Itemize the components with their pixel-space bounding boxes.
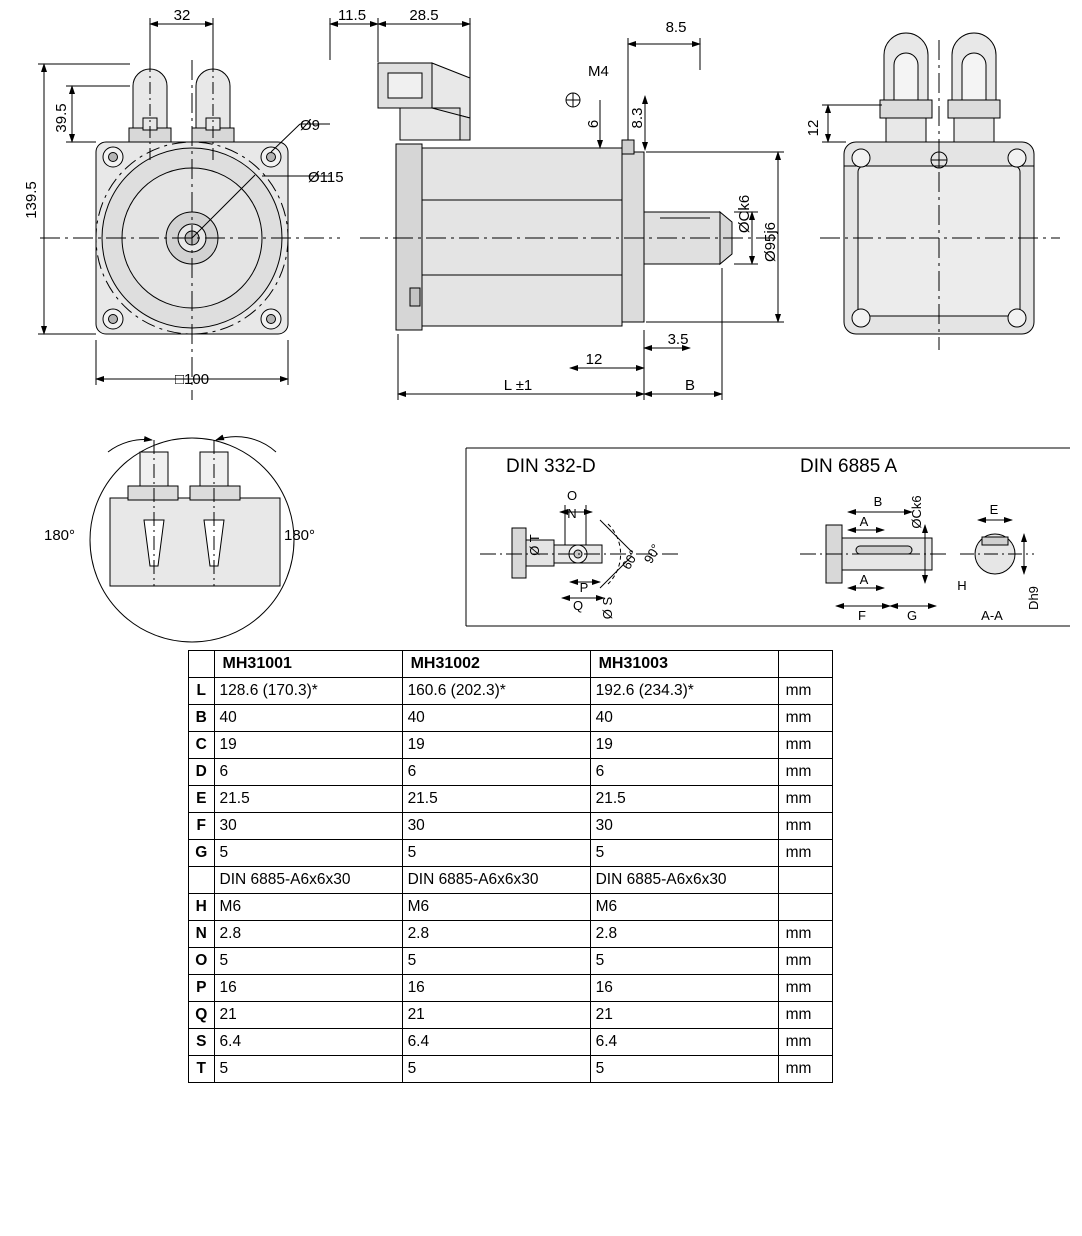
dim-thread-m4: M4 [588,63,609,80]
row-value-1: 21.5 [214,786,402,813]
dim-depth-6: 6 [585,119,602,129]
row-unit: mm [778,1029,832,1056]
label-section-aa: A-A [981,608,1003,623]
header-cell-mh31003: MH31003 [590,651,778,678]
row-label: N [189,921,215,948]
row-value-1: 16 [214,975,402,1002]
table-row [189,786,833,813]
row-value-3: 6 [590,759,778,786]
row-unit: mm [778,759,832,786]
label-din332-N: N [567,506,577,521]
dim-hole-diameter: Ø9 [300,117,321,134]
table-row [189,894,833,921]
row-unit: mm [778,975,832,1002]
row-value-3: 5 [590,1056,778,1083]
row-label: E [189,786,215,813]
row-value-2: DIN 6885-A6x6x30 [402,867,590,894]
dim-shaft-dia: ØCk6 [736,194,753,234]
label-din332-90deg: 90° [640,541,664,567]
dim-front-height-small: 39.5 [53,103,70,133]
row-value-1: DIN 6885-A6x6x30 [214,867,402,894]
table-row [189,1056,833,1083]
row-value-3: 5 [590,948,778,975]
table-row [189,732,833,759]
row-value-3: 21 [590,1002,778,1029]
row-value-3: 16 [590,975,778,1002]
table-row [189,678,833,705]
specification-table-wrapper [188,650,833,1083]
row-unit [778,894,832,921]
row-label: O [189,948,215,975]
top-view-graphic [820,33,1060,350]
row-value-2: 5 [402,1056,590,1083]
row-value-1: 30 [214,813,402,840]
row-label: C [189,732,215,759]
dim-overall-length: L ±1 [503,377,533,394]
row-label: F [189,813,215,840]
detail-title-din332d: DIN 332-D [506,456,596,477]
row-unit: mm [778,705,832,732]
row-label: D [189,759,215,786]
row-value-3: 21.5 [590,786,778,813]
table-row [189,813,833,840]
dim-top-height-12: 12 [805,119,822,137]
row-value-1: 128.6 (170.3)* [214,678,402,705]
row-unit: mm [778,840,832,867]
specification-table [188,650,833,1083]
dim-rotation-right: 180° [284,527,316,544]
row-value-3: 30 [590,813,778,840]
side-view-graphic [330,18,784,400]
row-label: T [189,1056,215,1083]
row-label: B [189,705,215,732]
row-label: G [189,840,215,867]
row-value-3: 19 [590,732,778,759]
row-value-2: 5 [402,840,590,867]
row-value-3: M6 [590,894,778,921]
label-din332-60deg: 60° [618,547,642,573]
row-label: Q [189,1002,215,1029]
row-label: P [189,975,215,1002]
label-din332-T: Ø T [527,534,542,556]
front-view-graphic [38,18,340,400]
label-din6885-E: E [989,502,999,517]
row-unit: mm [778,678,832,705]
row-value-2: 160.6 (202.3)* [402,678,590,705]
label-din6885-B: B [873,494,883,509]
row-value-1: 6 [214,759,402,786]
row-value-1: 21 [214,1002,402,1029]
row-value-3: DIN 6885-A6x6x30 [590,867,778,894]
row-label [189,867,215,894]
row-unit: mm [778,1056,832,1083]
label-din332-O: O [566,488,578,503]
label-din6885-Dh9: Dh9 [1026,586,1041,610]
dim-chamfer: 3.5 [667,331,689,348]
table-row [189,759,833,786]
row-value-1: 5 [214,1056,402,1083]
row-value-3: 5 [590,840,778,867]
row-unit [778,867,832,894]
label-din6885-F: F [858,608,866,623]
row-label: H [189,894,215,921]
dim-square-flange: □100 [174,371,210,388]
row-value-1: 19 [214,732,402,759]
row-value-3: 40 [590,705,778,732]
table-row [189,1002,833,1029]
label-din332-Q: Q [572,598,584,613]
header-cell-blank [189,651,215,678]
dim-b: B [684,377,696,394]
table-row [189,705,833,732]
row-value-3: 192.6 (234.3)* [590,678,778,705]
dim-key-length: 12 [585,351,603,368]
dim-front-top-width: 32 [173,7,191,24]
row-label: S [189,1029,215,1056]
label-din6885-A-bottom: A [859,572,869,587]
row-value-2: 2.8 [402,921,590,948]
row-value-2: 40 [402,705,590,732]
row-value-2: M6 [402,894,590,921]
row-value-1: 2.8 [214,921,402,948]
dim-depth-83: 8.3 [629,107,646,129]
row-label: L [189,678,215,705]
label-din332-S: Ø S [600,596,615,620]
header-cell-mh31002: MH31002 [402,651,590,678]
row-unit: mm [778,1002,832,1029]
row-unit: mm [778,921,832,948]
dim-rotation-left: 180° [44,527,76,544]
row-value-3: 6.4 [590,1029,778,1056]
row-value-1: M6 [214,894,402,921]
table-row [189,975,833,1002]
dim-connector-width: 28.5 [409,7,439,24]
row-value-2: 21.5 [402,786,590,813]
label-din6885-H: H [957,578,967,593]
row-unit: mm [778,786,832,813]
row-value-1: 40 [214,705,402,732]
row-unit: mm [778,813,832,840]
header-cell-mh31001: MH31001 [214,651,402,678]
row-value-2: 16 [402,975,590,1002]
row-value-2: 19 [402,732,590,759]
row-value-2: 6.4 [402,1029,590,1056]
row-value-2: 6 [402,759,590,786]
table-header-row [189,651,833,678]
table-row [189,921,833,948]
table-row [189,840,833,867]
row-value-3: 2.8 [590,921,778,948]
table-row [189,948,833,975]
dim-bolt-circle: Ø115 [308,169,344,186]
detail-title-din6885a: DIN 6885 A [800,456,898,477]
row-value-2: 5 [402,948,590,975]
row-value-1: 5 [214,840,402,867]
label-din6885-ck6: ØCk6 [909,495,924,529]
label-din6885-G: G [906,608,918,623]
dim-flange-thickness: 8.5 [665,19,687,36]
row-unit: mm [778,948,832,975]
row-value-2: 30 [402,813,590,840]
row-value-2: 21 [402,1002,590,1029]
row-value-1: 6.4 [214,1029,402,1056]
row-value-1: 5 [214,948,402,975]
table-row [189,867,833,894]
label-din6885-A-top: A [859,514,869,529]
label-din332-P: P [579,580,589,595]
row-unit: mm [778,732,832,759]
dim-flange-dia: Ø95j6 [762,221,779,263]
header-cell-unit [778,651,832,678]
dim-front-height-total: 139.5 [23,181,40,219]
table-row [189,1029,833,1056]
dim-connector-offset: 11.5 [337,7,367,24]
connector-rotation-view [90,437,294,642]
